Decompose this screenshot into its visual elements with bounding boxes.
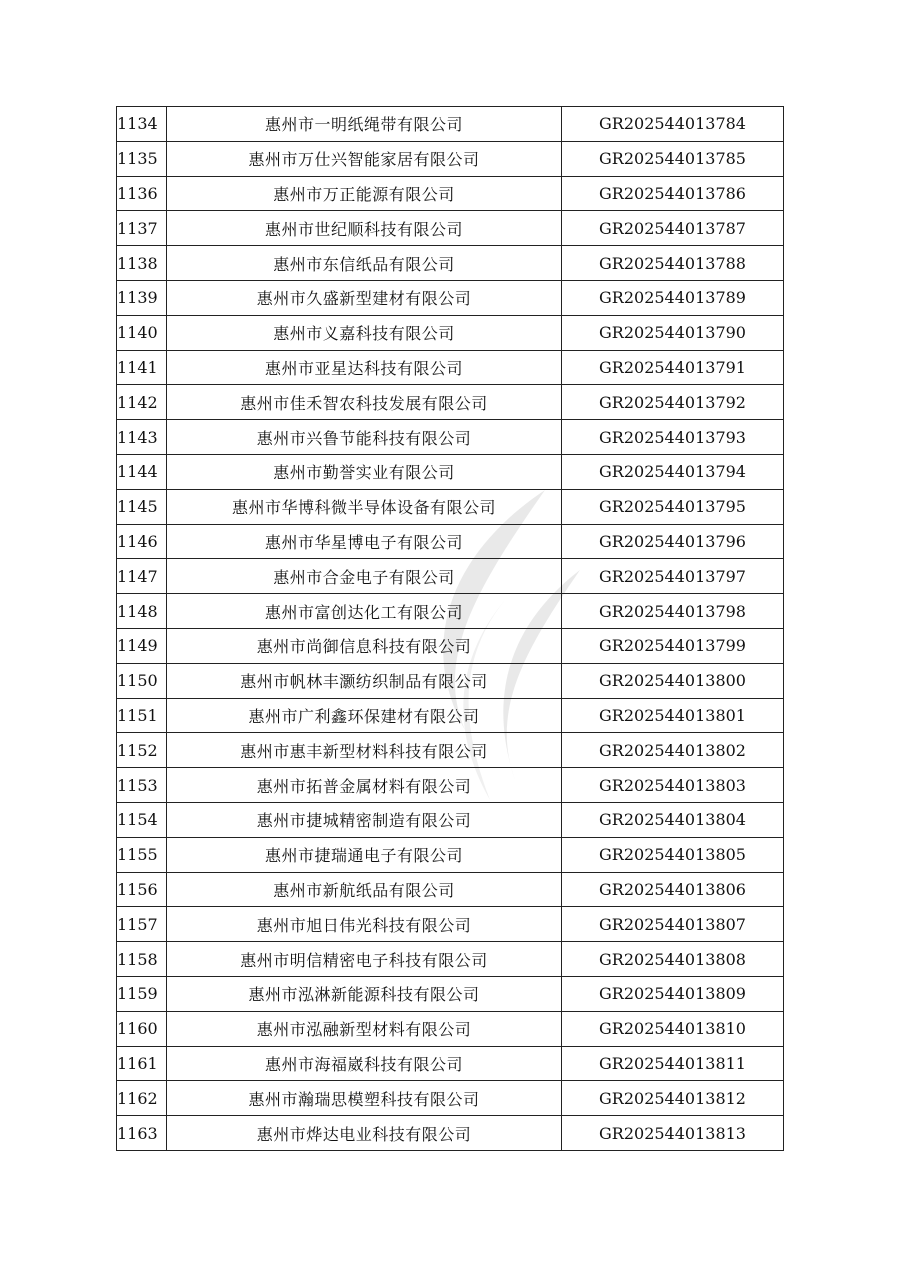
row-number-cell: 1160 [117, 1011, 167, 1046]
certificate-code-cell: GR202544013790 [562, 315, 784, 350]
company-name-cell: 惠州市明信精密电子科技有限公司 [167, 942, 562, 977]
row-number-cell: 1148 [117, 594, 167, 629]
table-row [117, 698, 784, 733]
company-name-cell: 惠州市一明纸绳带有限公司 [167, 107, 562, 142]
certificate-code-cell: GR202544013808 [562, 942, 784, 977]
table-row [117, 280, 784, 315]
table-row [117, 594, 784, 629]
certificate-code-cell: GR202544013793 [562, 420, 784, 455]
row-number-cell: 1142 [117, 385, 167, 420]
company-name-cell: 惠州市久盛新型建材有限公司 [167, 280, 562, 315]
table-row [117, 628, 784, 663]
certificate-code-cell: GR202544013798 [562, 594, 784, 629]
table-row [117, 942, 784, 977]
certificate-code-cell: GR202544013799 [562, 628, 784, 663]
company-name-cell: 惠州市华博科微半导体设备有限公司 [167, 489, 562, 524]
table-row [117, 524, 784, 559]
company-name-cell: 惠州市勤誉实业有限公司 [167, 454, 562, 489]
certificate-code-cell: GR202544013791 [562, 350, 784, 385]
row-number-cell: 1154 [117, 802, 167, 837]
table-row [117, 246, 784, 281]
table-row [117, 768, 784, 803]
company-name-cell: 惠州市佳禾智农科技发展有限公司 [167, 385, 562, 420]
table-row [117, 107, 784, 142]
row-number-cell: 1150 [117, 663, 167, 698]
row-number-cell: 1138 [117, 246, 167, 281]
row-number-cell: 1149 [117, 628, 167, 663]
table-row [117, 802, 784, 837]
certificate-code-cell: GR202544013800 [562, 663, 784, 698]
row-number-cell: 1153 [117, 768, 167, 803]
certificate-code-cell: GR202544013801 [562, 698, 784, 733]
certificate-code-cell: GR202544013804 [562, 802, 784, 837]
row-number-cell: 1158 [117, 942, 167, 977]
company-name-cell: 惠州市万仕兴智能家居有限公司 [167, 141, 562, 176]
company-name-cell: 惠州市泓融新型材料有限公司 [167, 1011, 562, 1046]
table-row [117, 350, 784, 385]
table-row [117, 315, 784, 350]
row-number-cell: 1162 [117, 1081, 167, 1116]
company-name-cell: 惠州市万正能源有限公司 [167, 176, 562, 211]
table-row [117, 454, 784, 489]
company-name-cell: 惠州市惠丰新型材料科技有限公司 [167, 733, 562, 768]
company-name-cell: 惠州市新航纸品有限公司 [167, 872, 562, 907]
table-row [117, 872, 784, 907]
company-name-cell: 惠州市帆林丰灏纺织制品有限公司 [167, 663, 562, 698]
row-number-cell: 1159 [117, 976, 167, 1011]
row-number-cell: 1135 [117, 141, 167, 176]
certificate-code-cell: GR202544013784 [562, 107, 784, 142]
certificate-code-cell: GR202544013792 [562, 385, 784, 420]
row-number-cell: 1137 [117, 211, 167, 246]
row-number-cell: 1145 [117, 489, 167, 524]
certificate-code-cell: GR202544013805 [562, 837, 784, 872]
company-name-cell: 惠州市华星博电子有限公司 [167, 524, 562, 559]
company-name-cell: 惠州市合金电子有限公司 [167, 559, 562, 594]
table-row [117, 663, 784, 698]
row-number-cell: 1134 [117, 107, 167, 142]
certificate-code-cell: GR202544013812 [562, 1081, 784, 1116]
row-number-cell: 1139 [117, 280, 167, 315]
row-number-cell: 1143 [117, 420, 167, 455]
table-row [117, 420, 784, 455]
company-name-cell: 惠州市海福崴科技有限公司 [167, 1046, 562, 1081]
row-number-cell: 1157 [117, 907, 167, 942]
certificate-code-cell: GR202544013810 [562, 1011, 784, 1046]
certificate-code-cell: GR202544013802 [562, 733, 784, 768]
company-name-cell: 惠州市亚星达科技有限公司 [167, 350, 562, 385]
row-number-cell: 1136 [117, 176, 167, 211]
certificate-code-cell: GR202544013806 [562, 872, 784, 907]
company-name-cell: 惠州市富创达化工有限公司 [167, 594, 562, 629]
table-row [117, 1011, 784, 1046]
row-number-cell: 1156 [117, 872, 167, 907]
table-row [117, 1116, 784, 1151]
company-name-cell: 惠州市义嘉科技有限公司 [167, 315, 562, 350]
certificate-code-cell: GR202544013794 [562, 454, 784, 489]
company-name-cell: 惠州市瀚瑞思模塑科技有限公司 [167, 1081, 562, 1116]
certificate-code-cell: GR202544013795 [562, 489, 784, 524]
certificate-code-cell: GR202544013787 [562, 211, 784, 246]
certificate-code-cell: GR202544013807 [562, 907, 784, 942]
certificate-code-cell: GR202544013797 [562, 559, 784, 594]
table-row [117, 907, 784, 942]
table-row [117, 1046, 784, 1081]
table-row [117, 1081, 784, 1116]
row-number-cell: 1155 [117, 837, 167, 872]
table-row [117, 176, 784, 211]
table-row [117, 385, 784, 420]
company-name-cell: 惠州市东信纸品有限公司 [167, 246, 562, 281]
company-name-cell: 惠州市拓普金属材料有限公司 [167, 768, 562, 803]
certificate-code-cell: GR202544013786 [562, 176, 784, 211]
row-number-cell: 1147 [117, 559, 167, 594]
certificate-code-cell: GR202544013813 [562, 1116, 784, 1151]
row-number-cell: 1152 [117, 733, 167, 768]
company-name-cell: 惠州市世纪顺科技有限公司 [167, 211, 562, 246]
company-list-table [116, 106, 784, 1151]
row-number-cell: 1141 [117, 350, 167, 385]
certificate-code-cell: GR202544013811 [562, 1046, 784, 1081]
table-row [117, 976, 784, 1011]
row-number-cell: 1146 [117, 524, 167, 559]
certificate-code-cell: GR202544013788 [562, 246, 784, 281]
table-row [117, 837, 784, 872]
company-name-cell: 惠州市捷瑞通电子有限公司 [167, 837, 562, 872]
row-number-cell: 1140 [117, 315, 167, 350]
company-name-cell: 惠州市尚御信息科技有限公司 [167, 628, 562, 663]
row-number-cell: 1144 [117, 454, 167, 489]
company-name-cell: 惠州市泓淋新能源科技有限公司 [167, 976, 562, 1011]
row-number-cell: 1151 [117, 698, 167, 733]
company-name-cell: 惠州市兴鲁节能科技有限公司 [167, 420, 562, 455]
table-row [117, 141, 784, 176]
certificate-code-cell: GR202544013796 [562, 524, 784, 559]
certificate-code-cell: GR202544013785 [562, 141, 784, 176]
company-name-cell: 惠州市烨达电业科技有限公司 [167, 1116, 562, 1151]
company-name-cell: 惠州市旭日伟光科技有限公司 [167, 907, 562, 942]
table-row [117, 733, 784, 768]
row-number-cell: 1163 [117, 1116, 167, 1151]
table-body [117, 107, 784, 1151]
company-name-cell: 惠州市广利鑫环保建材有限公司 [167, 698, 562, 733]
row-number-cell: 1161 [117, 1046, 167, 1081]
certificate-code-cell: GR202544013809 [562, 976, 784, 1011]
certificate-code-cell: GR202544013803 [562, 768, 784, 803]
table-row [117, 211, 784, 246]
certificate-code-cell: GR202544013789 [562, 280, 784, 315]
table-row [117, 489, 784, 524]
company-name-cell: 惠州市捷城精密制造有限公司 [167, 802, 562, 837]
table-row [117, 559, 784, 594]
